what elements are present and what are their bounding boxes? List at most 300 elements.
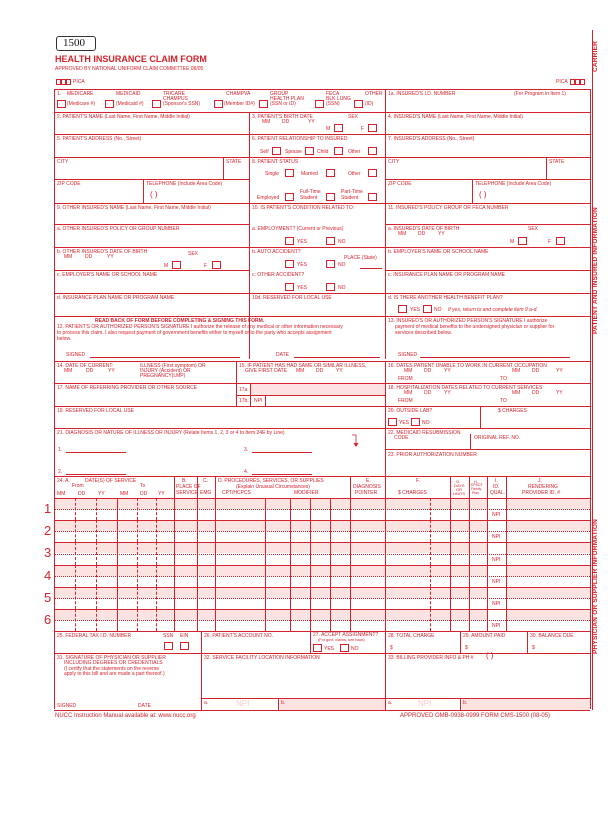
box24-c: C. — [203, 478, 208, 484]
box5-city: CITY — [57, 159, 69, 165]
box1-group-checkbox[interactable] — [259, 100, 268, 108]
box25-ssn: SSN — [163, 633, 174, 639]
pica-left-box-3[interactable] — [66, 79, 71, 85]
box1a-label: 1a. INSURED'S I.D. NUMBER — [388, 91, 456, 97]
box10c-no-checkbox[interactable] — [326, 283, 335, 291]
box21-four: 4. — [244, 469, 249, 475]
box33-paren: ( ) — [486, 651, 494, 660]
box9-label: 9. OTHER INSURED'S NAME (Last Name, First Name, Middle Initial) — [57, 205, 211, 211]
box11a-sex: SEX — [528, 226, 539, 232]
box11d-no-checkbox[interactable] — [423, 305, 432, 313]
box24-provider: PROVIDER ID. # — [522, 490, 561, 496]
service-line-shade — [506, 543, 590, 553]
box29-dollar: $ — [465, 645, 468, 651]
footer-right: APPROVED OMB-0938-0999 FORM CMS-1500 (08-05) — [400, 713, 551, 719]
box11a-label: a. INSURED'S DATE OF BIRTH — [388, 226, 460, 232]
box11a-m: M — [510, 239, 515, 245]
box1-champva-checkbox[interactable] — [214, 100, 223, 108]
box1-other: OTHER — [365, 91, 383, 97]
service-line-row[interactable] — [55, 621, 485, 630]
box10a-yes-checkbox[interactable] — [285, 237, 294, 245]
box24-diag: DIAGNOSIS — [353, 484, 381, 490]
box4-label: 4. INSURED'S NAME (Last Name, First Name, Middle Initial) — [388, 114, 523, 120]
box18-from: FROM — [398, 398, 413, 404]
box10b-no-checkbox[interactable] — [326, 260, 335, 268]
box1a-note: (For Program in Item 1) — [514, 91, 566, 97]
box10b-yes-checkbox[interactable] — [285, 260, 294, 268]
box11b-label: b. EMPLOYER'S NAME OR SCHOOL NAME — [388, 249, 489, 255]
box9b-m: M — [164, 263, 169, 269]
pica-left: PICA — [73, 79, 85, 85]
box10c-no: NO — [338, 285, 346, 291]
box12-line3: below. — [57, 336, 72, 342]
box24-qual: QUAL. — [490, 490, 506, 496]
box18-from-dd: DD — [424, 390, 432, 396]
frame-right — [590, 89, 591, 709]
service-line-number: 3 — [44, 545, 52, 561]
box24-family: Family — [471, 487, 482, 491]
box1-tricare: TRICARE — [163, 91, 185, 97]
box7-tel: TELEPHONE (Include Area Code) — [475, 181, 552, 187]
service-line-npi: NPI — [492, 534, 501, 541]
pica-right: PICA — [556, 79, 568, 85]
box2-label: 2. PATIENT'S NAME (Last Name, First Name, Middle Initial) — [57, 114, 190, 120]
box24-cpt: CPT/HCPCS — [222, 490, 251, 496]
box20-no-checkbox[interactable] — [411, 418, 420, 426]
box24-from-yy: YY — [98, 491, 105, 497]
box1-medicaid-checkbox[interactable] — [105, 100, 114, 108]
box8-employed-checkbox[interactable] — [285, 193, 294, 201]
form-number: 1500 — [63, 37, 85, 49]
box11d-yes-checkbox[interactable] — [398, 305, 407, 313]
box16-from: FROM — [398, 376, 413, 382]
box11-label: 11. INSURED'S POLICY GROUP OR FECA NUMBER — [388, 205, 509, 211]
box31-line1: 31. SIGNATURE OF PHYSICIAN OR SUPPLIER — [57, 655, 166, 661]
box29-label: 29. AMOUNT PAID — [463, 633, 506, 639]
box24-dates: DATE(S) OF SERVICE — [85, 478, 137, 484]
box24-a: 24. A. — [57, 478, 70, 484]
box10c-label: c. OTHER ACCIDENT? — [252, 272, 305, 278]
box3-mm: MM — [262, 119, 271, 125]
box33-label: 33. BILLING PROVIDER INFO & PH # — [388, 655, 474, 661]
box18-from-mm: MM — [404, 390, 413, 396]
box31-date: DATE — [138, 703, 151, 709]
box7-zip: ZIP CODE — [388, 181, 412, 187]
box17b-npi: NPI — [254, 398, 263, 404]
box24-service: SERVICE — [176, 490, 198, 496]
box11a-f-checkbox[interactable] — [556, 237, 565, 245]
box24-rendering: RENDERING — [528, 484, 559, 490]
box24-modifier: MODIFIER — [294, 490, 319, 496]
box14-dd: DD — [86, 368, 94, 374]
approved-by: APPROVED BY NATIONAL UNIFORM CLAIM COMMITTEE 08/05 — [55, 66, 204, 72]
service-line-row[interactable] — [55, 510, 485, 519]
box8-married-checkbox[interactable] — [326, 169, 335, 177]
box11a-m-checkbox[interactable] — [518, 237, 527, 245]
side-label-physician: PHYSICIAN OR SUPPLIER INFORMATION — [592, 518, 599, 654]
box21-arrow-icon — [352, 434, 360, 448]
box31-signed: SIGNED — [57, 703, 77, 709]
service-line-shade — [506, 521, 590, 531]
box24-place: PLACE OF — [176, 484, 201, 490]
box23-label: 23. PRIOR AUTHORIZATION NUMBER — [388, 452, 477, 458]
box24-from: From — [72, 483, 84, 489]
box1-group: GROUP — [270, 91, 289, 97]
box31-line3: (I certify that the statements on the reverse — [64, 666, 160, 672]
box1-blklung: BLK LUNG — [326, 96, 351, 102]
box11a-yy: YY — [438, 231, 445, 237]
box7-label: 7. INSURED'S ADDRESS (No., Street) — [388, 136, 475, 142]
box11d-no: NO — [434, 307, 442, 313]
box16-to-yy: YY — [556, 368, 563, 374]
box10c-yes-checkbox[interactable] — [285, 283, 294, 291]
box1-medicare-sub: (Medicare #) — [67, 101, 96, 107]
box1-health-plan: HEALTH PLAN — [270, 96, 304, 102]
service-line-number: 4 — [44, 567, 52, 583]
box32b: b. — [281, 700, 286, 706]
box9b-f-checkbox[interactable] — [212, 261, 221, 269]
service-line-number: 5 — [44, 589, 52, 605]
box24-from-mm: MM — [57, 491, 66, 497]
box31-line2: INCLUDING DEGREES OR CREDENTIALS — [64, 660, 163, 666]
side-label-patient: PATIENT AND INSURED INFORMATION — [592, 207, 599, 334]
box24-charges: $ CHARGES — [398, 490, 427, 496]
form-title: HEALTH INSURANCE CLAIM FORM — [55, 54, 207, 64]
box6-label: 6. PATIENT RELATIONSHIP TO INSURED — [252, 136, 348, 142]
box10c-yes: YES — [297, 285, 308, 291]
box8-fulltime-checkbox[interactable] — [326, 193, 335, 201]
box17a-shade — [250, 384, 385, 395]
service-line-shade — [55, 543, 487, 553]
box10b-label: b. AUTO ACCIDENT? — [252, 249, 301, 255]
box15-yy: YY — [336, 368, 343, 374]
box7-state: STATE — [549, 159, 565, 165]
box11d-yes: YES — [410, 307, 421, 313]
box9b-sex: SEX — [188, 251, 199, 257]
box24-e: E. — [366, 478, 371, 484]
box9b-yy: YY — [107, 254, 114, 260]
box22-code: CODE — [394, 435, 409, 441]
box15-dd: DD — [316, 368, 324, 374]
box3-label: 3. PATIENT'S BIRTH DATE — [252, 114, 313, 120]
box24-g: G. — [456, 479, 461, 484]
box28-dollar: $ — [390, 645, 393, 651]
box24-units: UNITS — [453, 491, 465, 496]
box25-ssn-checkbox[interactable] — [164, 642, 173, 650]
box12-signed: SIGNED — [66, 352, 86, 358]
box3-f-checkbox[interactable] — [368, 124, 377, 132]
box10b-yes: YES — [297, 262, 308, 268]
box14-illness: ILLNESS (First symptom) OR — [140, 363, 206, 369]
box27-label: 27. ACCEPT ASSIGNMENT? — [313, 632, 379, 638]
box25-ein: EIN — [180, 633, 189, 639]
box18-label: 18. HOSPITALIZATION DATES RELATED TO CURRENT SERVICES — [388, 385, 543, 391]
box8-label: 8. PATIENT STATUS — [252, 159, 299, 165]
box33-npi: NPI — [418, 699, 432, 708]
service-line-row[interactable] — [55, 532, 485, 541]
box11c-label: c. INSURANCE PLAN NAME OR PROGRAM NAME — [388, 272, 505, 278]
box9b-label: b. OTHER INSURED'S DATE OF BIRTH — [57, 249, 148, 255]
box24-id: ID. — [493, 484, 500, 490]
box1-member-sub: (Member ID#) — [224, 101, 255, 107]
box12-line1: 12. PATIENT'S OR AUTHORIZED PERSON'S SIGNATURE I authorize the release of any medical or other information necessary — [57, 324, 343, 330]
box32b-shade — [280, 699, 385, 710]
service-line-number: 2 — [44, 523, 52, 539]
box5-tel: TELEPHONE (Include Area Code) — [146, 181, 223, 187]
box1-champus: CHAMPUS — [163, 96, 189, 102]
box27-yes: YES — [324, 646, 335, 652]
box16-to: TO — [500, 376, 507, 382]
box9d-label: d. INSURANCE PLAN NAME OR PROGRAM NAME — [57, 295, 175, 301]
box13-line3: services described below. — [395, 330, 452, 336]
box3-m: M — [326, 126, 331, 132]
box12-line2: to process this claim. I also request payment of government benefits either to myself or to the party who accepts assignment — [57, 330, 332, 336]
box9a-label: a. OTHER INSURED'S POLICY OR GROUP NUMBER — [57, 226, 180, 232]
box8-other: Other — [348, 171, 361, 177]
service-line-row[interactable] — [55, 599, 485, 608]
box14-injury: INJURY (Accident) OR — [140, 368, 191, 374]
service-line-row[interactable] — [55, 577, 485, 586]
box8-parttime: Part-Time — [341, 189, 363, 195]
box24-pointer: POINTER — [355, 490, 378, 496]
service-line-shade — [55, 499, 487, 509]
box6-spouse: Spouse — [285, 149, 302, 155]
box10a-yes: YES — [297, 239, 308, 245]
box15-mm: MM — [296, 368, 305, 374]
box12-date: DATE — [276, 352, 289, 358]
box7-paren: ( ) — [479, 190, 487, 199]
box14-preg: PREGNANCY(LMP) — [140, 373, 186, 379]
box1-tricare-checkbox[interactable] — [152, 100, 161, 108]
box3-m-checkbox[interactable] — [334, 124, 343, 132]
box27-yes-checkbox[interactable] — [313, 644, 322, 652]
box20-yes: YES — [399, 420, 410, 426]
box1-medicaid-sub: (Medicaid #) — [116, 101, 144, 107]
box5-zip: ZIP CODE — [57, 181, 81, 187]
box30-label: 30. BALANCE DUE — [530, 633, 574, 639]
box24-to-yy: YY — [158, 491, 165, 497]
box18-from-yy: YY — [444, 390, 451, 396]
box9b-mm: MM — [64, 254, 73, 260]
service-line-shade — [506, 588, 590, 598]
box8-employed: Employed — [257, 195, 280, 201]
box1-ssn-sub: (SSN) — [326, 101, 340, 107]
box11a-dd: DD — [418, 231, 426, 237]
box10b-place: PLACE (State) — [344, 255, 377, 261]
box14-label: 14. DATE OF CURRENT: — [57, 363, 114, 369]
box1-feca-checkbox[interactable] — [315, 100, 324, 108]
box8-parttime-checkbox[interactable] — [368, 193, 377, 201]
service-line-npi: NPI — [492, 578, 501, 585]
box1-champva: CHAMPVA — [226, 91, 251, 97]
box1-sponsor-sub: (Sponsor's SSN) — [163, 101, 201, 107]
box13-signed: SIGNED — [398, 352, 418, 358]
box27-no: NO — [351, 646, 359, 652]
box32a: a. — [204, 700, 209, 706]
box8-married: Married — [301, 171, 318, 177]
box5-paren: ( ) — [150, 190, 158, 199]
box24-j: J. — [538, 478, 542, 484]
box16-from-yy: YY — [444, 368, 451, 374]
box1-num: 1. — [57, 91, 62, 97]
box27-no-checkbox[interactable] — [340, 644, 349, 652]
box3-dd: DD — [282, 119, 290, 125]
box24-plan: Plan — [472, 491, 480, 495]
box27-note: (For govt. claims, see back) — [318, 638, 365, 642]
side-label-carrier: CARRIER — [592, 40, 599, 72]
service-line-npi: NPI — [492, 512, 501, 519]
box13-line2: payment of medical benefits to the undersigned physician or supplier for — [395, 324, 555, 330]
box3-f: F — [361, 126, 365, 132]
box10b-no: NO — [338, 262, 346, 268]
box19-label: 19. RESERVED FOR LOCAL USE — [57, 408, 134, 414]
box20-no: NO — [422, 420, 430, 426]
service-line-npi: NPI — [492, 623, 501, 630]
box18-to-dd: DD — [532, 390, 540, 396]
box28-label: 28. TOTAL CHARGE — [388, 633, 435, 639]
box9c-label: c. EMPLOYER'S NAME OR SCHOOL NAME — [57, 272, 158, 278]
box24-h: H. — [474, 479, 478, 484]
box9b-m-checkbox[interactable] — [172, 261, 181, 269]
box24-f: F. — [416, 478, 420, 484]
box20-yes-checkbox[interactable] — [388, 418, 397, 426]
box3-sex: SEX — [348, 114, 359, 120]
box21-label: 21. DIAGNOSIS OR NATURE OF ILLNESS OR INJURY (Relate Items 1, 2, 3 or 4 to Item 24E by Line) — [57, 430, 285, 436]
box16-from-dd: DD — [424, 368, 432, 374]
box24-days: DAYS — [454, 483, 465, 488]
service-line-shade — [55, 588, 487, 598]
box7-city: CITY — [388, 159, 400, 165]
box10a-no-checkbox[interactable] — [326, 237, 335, 245]
box14-mm: MM — [64, 368, 73, 374]
box17a: 17a. — [239, 387, 249, 393]
box22-label: 22. MEDICAID RESUBMISSION — [388, 430, 461, 436]
footer-left: NUCC Instruction Manual available at: www.nucc.org — [55, 713, 196, 719]
box9b-f: F — [204, 263, 208, 269]
box6-child-checkbox[interactable] — [334, 147, 343, 155]
box1-medicare: MEDICARE — [67, 91, 94, 97]
service-line-row[interactable] — [55, 555, 485, 564]
box25-label: 25. FEDERAL TAX I.D. NUMBER — [57, 633, 132, 639]
box13-line1: 13. INSURED'S OR AUTHORIZED PERSON'S SIGNATURE I authorize — [388, 318, 548, 324]
box6-child: Child — [317, 149, 329, 155]
box8-fulltime: Full-Time — [300, 189, 321, 195]
box17b: 17b. — [239, 398, 249, 404]
box24-to-mm: MM — [120, 491, 129, 497]
box31-line4: apply to this bill and are made a part thereof.) — [64, 671, 165, 677]
box32-npi: NPI — [236, 699, 250, 708]
box24-to-dd: DD — [140, 491, 148, 497]
service-line-number: 6 — [44, 612, 52, 627]
box24-emg: EMG — [200, 490, 212, 496]
box10d-label: 10d. RESERVED FOR LOCAL USE — [252, 295, 332, 301]
box24-to: To — [140, 483, 146, 489]
box16-from-mm: MM — [404, 368, 413, 374]
service-line-npi: NPI — [492, 556, 501, 563]
box33b-shade — [462, 699, 590, 710]
box12-read-back: READ BACK OF FORM BEFORE COMPLETING & SIGNING THIS FORM. — [95, 318, 265, 324]
box33b: b. — [463, 700, 468, 706]
service-line-shade — [506, 610, 590, 620]
box24-epsdt: EPSDT — [471, 483, 483, 487]
box5-label: 5. PATIENT'S ADDRESS (No., Street) — [57, 136, 142, 142]
box8-parttime-student: Student — [341, 195, 359, 201]
side-divider — [592, 30, 593, 710]
box21-one: 1. — [58, 447, 63, 453]
box9b-dd: DD — [85, 254, 93, 260]
box1-medicare-checkbox[interactable] — [57, 100, 66, 108]
box1-ssnid-sub: (SSN or ID) — [270, 101, 296, 107]
box18-to: TO — [500, 398, 507, 404]
box8-single-checkbox[interactable] — [285, 169, 294, 177]
box24-from-dd: DD — [78, 491, 86, 497]
box22-orig: ORIGINAL REF. NO. — [474, 435, 521, 441]
box6-other-checkbox[interactable] — [368, 147, 377, 155]
box1-feca: FECA — [326, 91, 340, 97]
box24-d: D. PROCEDURES, SERVICES, OR SUPPLIES — [218, 478, 324, 484]
box3-yy: YY — [308, 119, 315, 125]
box8-fulltime-student: Student — [300, 195, 318, 201]
box21-two: 2. — [58, 469, 63, 475]
box6-other: Other — [348, 149, 361, 155]
box14-yy: YY — [108, 368, 115, 374]
box1-other-checkbox[interactable] — [354, 100, 363, 108]
box10-label: 10. IS PATIENT'S CONDITION RELATED TO: — [252, 205, 355, 211]
box1-medicaid: MEDICAID — [116, 91, 141, 97]
box5-state: STATE — [226, 159, 242, 165]
service-line-shade — [506, 499, 590, 509]
box32-label: 32. SERVICE FACILITY LOCATION INFORMATION — [204, 655, 320, 661]
box8-other-checkbox[interactable] — [368, 169, 377, 177]
box20-charges: $ CHARGES — [498, 408, 527, 414]
box11d-label: d. IS THERE ANOTHER HEALTH BENEFIT PLAN? — [388, 295, 503, 301]
box30-dollar: $ — [532, 645, 535, 651]
box24-b: B. — [182, 478, 187, 484]
box8-single: Single — [265, 171, 279, 177]
box1-id-sub: (ID) — [365, 101, 374, 107]
box10a-label: a. EMPLOYMENT? (Current or Previous) — [252, 226, 344, 232]
box18-to-yy: YY — [556, 390, 563, 396]
service-line-shade — [55, 521, 487, 531]
box15-line1: 15. IF PATIENT HAS HAD SAME OR SIMILAR ILLNESS, — [239, 363, 367, 369]
box15-line2: GIVE FIRST DATE — [245, 368, 288, 374]
box17-label: 17. NAME OF REFERRING PROVIDER OR OTHER SOURCE — [57, 385, 198, 391]
box10a-no: NO — [338, 239, 346, 245]
box6-spouse-checkbox[interactable] — [305, 147, 314, 155]
service-line-shade — [55, 566, 487, 576]
box24-i: I. — [495, 478, 498, 484]
service-line-number: 1 — [44, 501, 52, 516]
box18-to-mm: MM — [512, 390, 521, 396]
box24-or: OR — [456, 487, 462, 492]
box25-ein-checkbox[interactable] — [180, 642, 189, 650]
box16-to-dd: DD — [532, 368, 540, 374]
box11d-note: If yes, return to and complete item 9 a-d. — [448, 307, 538, 313]
service-line-npi: NPI — [492, 600, 501, 607]
box33a: a. — [388, 700, 393, 706]
box20-label: 20. OUTSIDE LAB? — [388, 408, 433, 414]
box24-d-sub: (Explain Unusual Circumstances) — [236, 484, 310, 490]
frame-top — [54, 89, 590, 90]
box16-to-mm: MM — [512, 368, 521, 374]
box11a-f: F — [548, 239, 552, 245]
pica-right-box-3[interactable] — [580, 79, 585, 85]
box6-self-checkbox[interactable] — [272, 147, 281, 155]
box26-label: 26. PATIENT'S ACCOUNT NO. — [204, 633, 274, 639]
service-line-shade — [55, 610, 487, 620]
box6-self: Self — [260, 149, 269, 155]
box21-three: 3. — [244, 447, 249, 453]
